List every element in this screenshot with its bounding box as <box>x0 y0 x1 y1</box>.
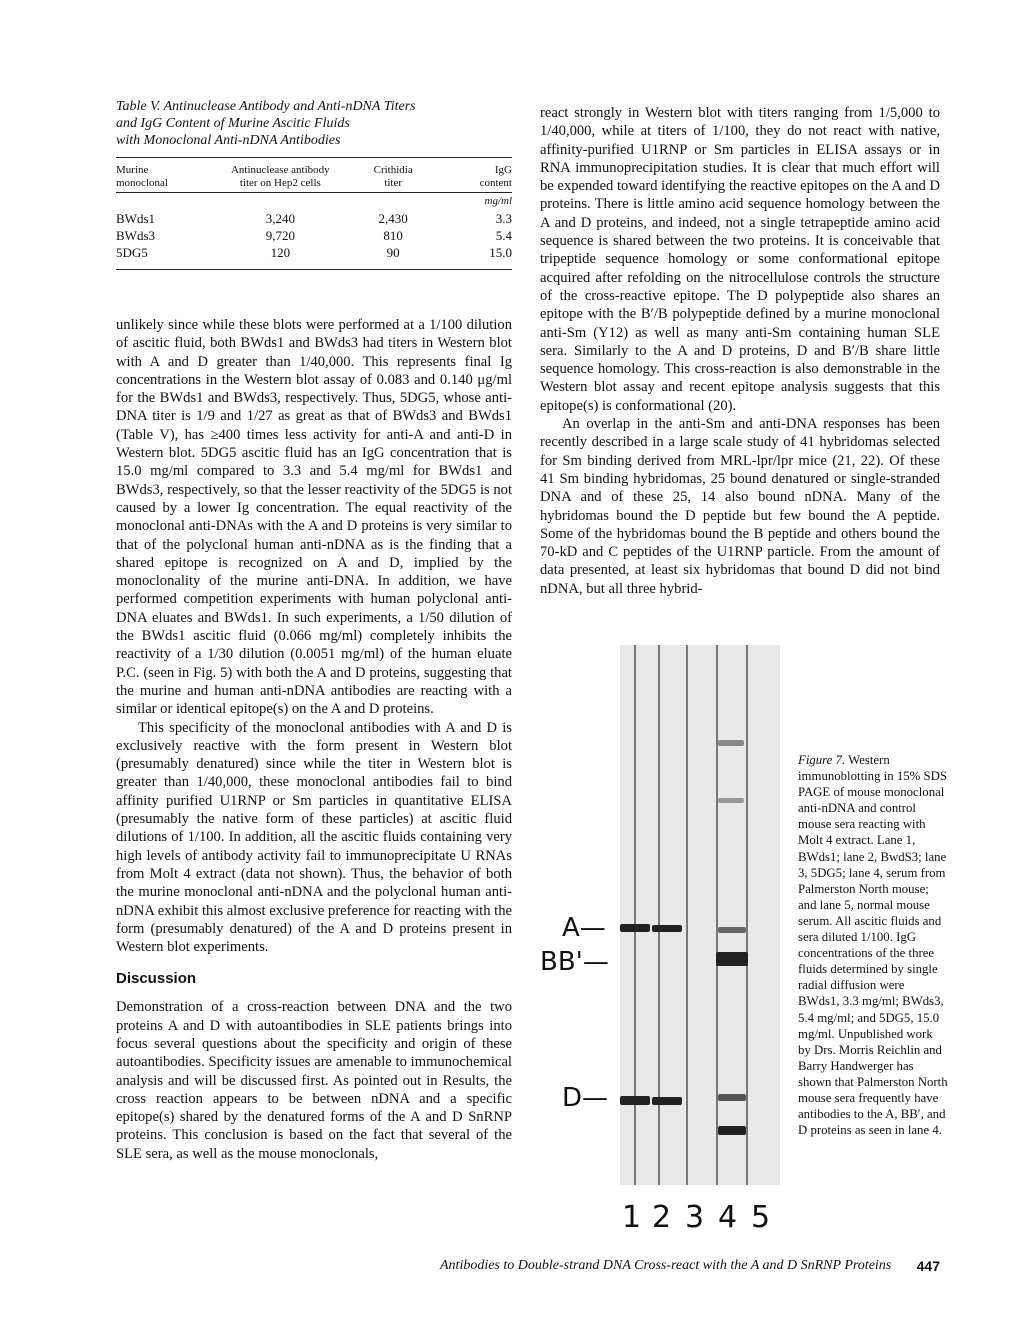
table-row: BWds1 3,240 2,430 3.3 <box>116 211 512 226</box>
right-column <box>540 104 940 598</box>
table-body <box>116 158 512 269</box>
band-a-lane2 <box>652 925 682 932</box>
lane-number: 1 <box>622 1200 642 1235</box>
figure-caption <box>798 752 948 1138</box>
band-a-lane1 <box>620 924 650 932</box>
figure-caption-label: Figure 7. <box>798 753 846 767</box>
section-heading-discussion: Discussion <box>116 970 197 988</box>
marker-d-label: D— <box>562 1083 609 1113</box>
band-a-lane4 <box>718 927 746 933</box>
band-bb-lane4 <box>716 952 748 966</box>
marker-bb-label: BB'— <box>540 947 609 977</box>
left-column <box>116 316 512 1163</box>
page-number: 447 <box>916 1258 940 1274</box>
table-bottom-rule <box>116 269 512 270</box>
lane-number: 3 <box>685 1200 705 1235</box>
lane-number: 4 <box>718 1200 738 1235</box>
figure-caption-text: Western immunoblotting in 15% SDS PAGE of mouse monoclonal anti-nDNA and control mouse sera reacting with Molt 4 extract. Lane 1, BWds1; lane 2, BwdS3; lane 3, 5DG5; lane 4, serum from Palmerston North mouse; and lane 5, normal mouse serum. All ascitic fluids and sera diluted 1/100. IgG concentrations of the three fluids determined by single radial diffusion were BWds1, 3.3 mg/ml; BWds3, 5.4 mg/ml; and 5DG5, 15.0 mg/ml. Unpublished work by Drs. Morris Reichlin and Barry Handwerger has shown that Palmerston North mouse sera frequently have antibodies to the A, BB′, and D proteins as seen in lane 4. <box>798 753 948 1138</box>
paragraph: Demonstration of a cross-reaction between DNA and the two proteins A and D with autoantibodies in SLE patients brings into focus several questions about the specificity and origin of these autoantibodies. Specificity issues are amenable to immunochemical analysis and will be discussed first. As pointed out in Results, the cross reaction appears to be between nDNA and a specific epitope(s) shared by the denatured forms of the A and D SnRNP proteins. This conclusion is based on the fact that several of the SLE sera, as well as the mouse monoclonals, <box>116 999 512 1162</box>
figure-7-western-blot <box>540 645 780 1235</box>
lane-divider <box>686 645 688 1185</box>
table-caption: Table V. Antinuclease Antibody and Anti-nDNA Titers and IgG Content of Murine Ascitic Fluids with Monoclonal Anti-nDNA Antibodies <box>116 99 416 148</box>
band-upper-lane4 <box>718 798 744 803</box>
marker-a-label: A— <box>562 913 606 943</box>
running-title: Antibodies to Double-strand DNA Cross-react with the A and D SnRNP Proteins <box>440 1258 892 1273</box>
paragraph: This specificity of the monoclonal antibodies with A and D is exclusively reactive with the form present in Western blot (presumably denatured) since while the titer in Western blot is greater than 1/40,000, these monoclonal antibodies fail to bind affinity purified U1RNP or Sm particles in quantitative ELISA (presumably the native form of these particles) at ascitic fluid dilutions of 1/100. In addition, all the ascitic fluids containing very high levels of antibody activity fail to immunoprecipitate U RNAs from Molt 4 extract (data not shown). Thus, the behavior of both the murine monoclonal anti-nDNA and the polyclonal human anti-nDNA exhibit this almost exclusive preference for reacting with the form (presumably denatured) of the A and D proteins present in Western blot experiments. <box>116 719 512 956</box>
paragraph: unlikely since while these blots were performed at a 1/100 dilution of ascitic fluid, both BWds1 and BWds3 had titers in Western blot with A and D greater than 1/40,000. This represents final Ig concentrations in the Western blot assay of 0.083 and 0.140 μg/ml for the BWds1 and BWds3, respectively. Thus, 5DG5, whose anti-DNA titer is 1/9 and 1/27 as great as that of BWds3 and BWds1 (Table V), has ≥400 times less activity for anti-A and anti-D in Western blot. 5DG5 ascitic fluid has an IgG concentration that is 15.0 mg/ml compared to 3.3 and 5.4 mg/ml for BWds1 and BWds3, respectively, so that the lesser reactivity of the 5DG5 is not caused by a lower Ig concentration. The equal reactivity of the monoclonal anti-DNAs with the A and D proteins is very similar to that of the polyclonal human anti-nDNA as is the finding that a shared epitope is recognized on A and D, implied by the monoclonality of the murine anti-DNA. In addition, we have performed competition experiments with human polyclonal anti-DNA eluates and BWds1. In such experiments, a 1/50 dilution of the BWds1 ascitic fluid (0.066 mg/ml) completely inhibits the reactivity of a 1/30 dilution (0.0051 mg/ml) of the human eluate P.C. (seen in Fig. 5) with both the A and D proteins, suggesting that the murine and human anti-nDNA antibodies are reacting with a similar or identical epitope(s) on the A and D proteins. <box>116 317 512 718</box>
table-v <box>116 98 512 270</box>
paragraph: An overlap in the anti-Sm and anti-DNA responses has been recently described in a large scale study of 41 hybridomas selected for Sm binding derived from MRL-lpr/lpr mice (21, 22). Of these 41 Sm binding hybridomas, 25 bound denatured or single-stranded DNA and of these 25, 14 also bound nDNA. Many of the hybridomas bound the D peptide but few bound the A peptide. Some of the hybridomas bound the B peptide and others bound the 70-kD and C peptides of the U1RNP particle. From the amount of data presented, at least six hybridomas that bound D did not bind nDNA, but all three hybrid- <box>540 416 940 597</box>
lane-divider <box>746 645 748 1185</box>
table-unit-row: mg/ml <box>116 193 512 211</box>
page-footer <box>440 1258 940 1274</box>
band-d-lane4 <box>718 1094 746 1101</box>
band-lower-lane4 <box>718 1126 746 1135</box>
lane-number: 5 <box>751 1200 771 1235</box>
paragraph: react strongly in Western blot with titers ranging from 1/5,000 to 1/40,000, while at titers of 1/100, they do not react with native, affinity-purified U1RNP or Sm particles in ELISA assays or in RNA immunoprecipitation studies. It is clear that much effort will be expended toward identifying the reactive epitopes on the A and D proteins. There is little amino acid sequence homology between the A and D proteins, and indeed, not a single tetrapeptide amino acid sequence is shared between the two proteins. It is conceivable that tripeptide sequence homology or some conformational epitope acquired after refolding on the nitrocellulose controls the structure of the cross-reactive epitope. The D polypeptide also shares an epitope with the B′/B polypeptide defined by a murine monoclonal anti-Sm (Y12) as well as many anti-Sm containing human SLE sera. Similarly to the A and D proteins, D and B′/B share little sequence homology. This cross-reaction is also demonstrable in the Western blot assay and recent epitope analysis suggests that this epitope(s) is conformational (20). <box>540 105 940 414</box>
band-d-lane2 <box>652 1097 682 1105</box>
lane-number: 2 <box>652 1200 672 1235</box>
band-d-lane1 <box>620 1096 650 1105</box>
blot-image <box>620 645 780 1185</box>
table-row: 5DG5 120 90 15.0 <box>116 245 512 260</box>
table-row: BWds3 9,720 810 5.4 <box>116 228 512 243</box>
band-upper-lane4 <box>718 740 744 746</box>
table-header-row: Murine monoclonal Antinuclease antibody titer on Hep2 cells Crithidia titer IgG content <box>116 164 512 189</box>
lane-divider <box>716 645 718 1185</box>
